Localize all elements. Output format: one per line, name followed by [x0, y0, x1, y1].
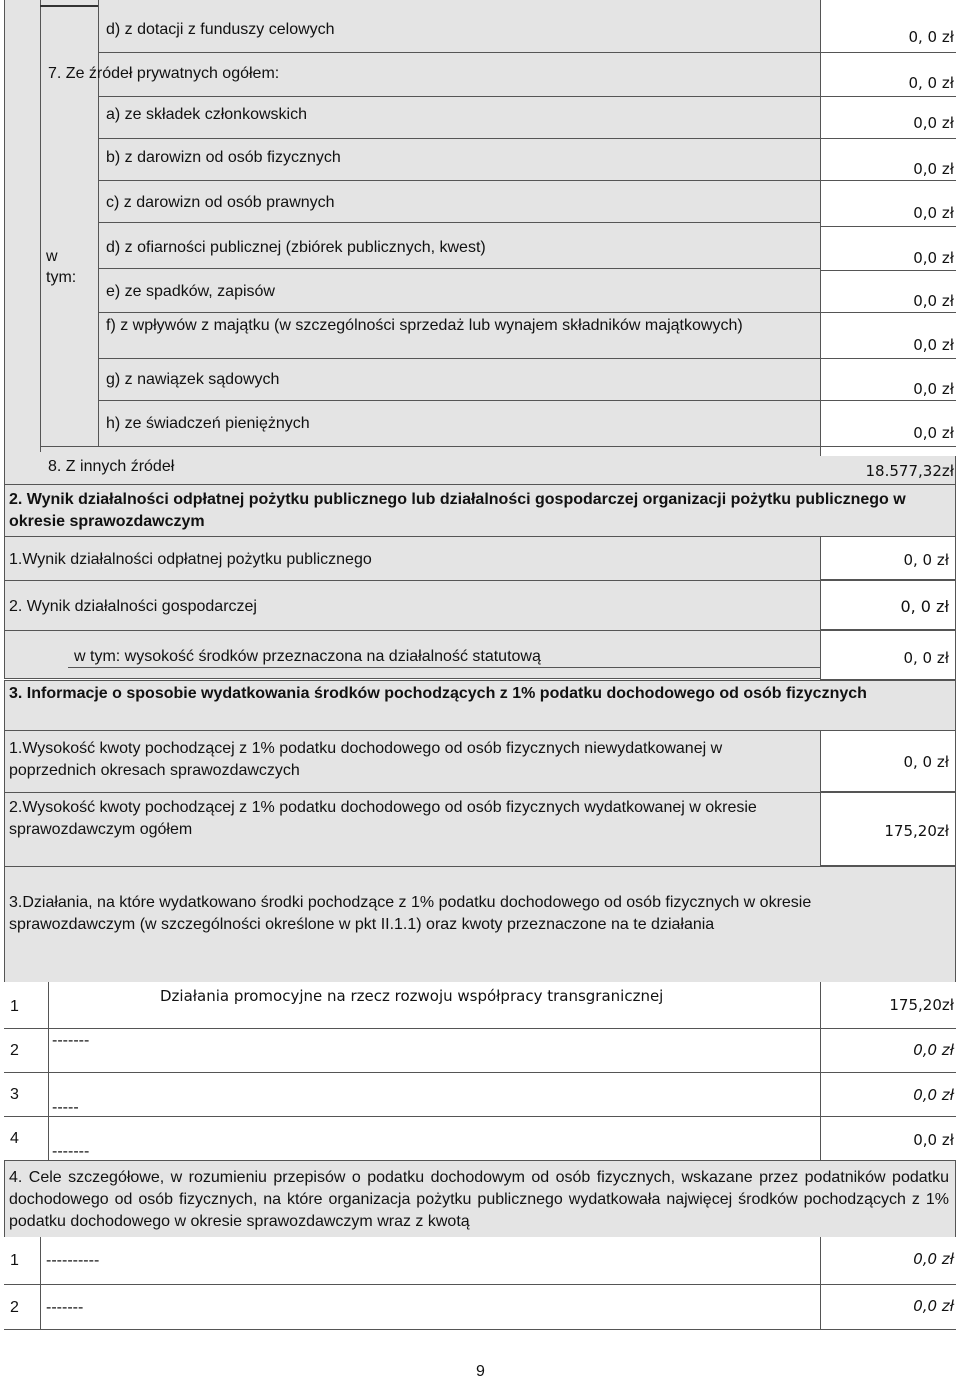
row-sep — [98, 222, 820, 223]
amount-sep — [820, 358, 956, 359]
income-amount: 0,0 zł — [913, 336, 954, 354]
row-sep — [4, 536, 956, 537]
row-sep — [4, 630, 956, 631]
income-label: 8. Z innych źródeł — [48, 458, 175, 475]
income-label: h) ze świadczeń pieniężnych — [106, 415, 310, 432]
amount-sep — [820, 96, 956, 97]
result-header: 2. Wynik działalności odpłatnej pożytku publicznego lub działalności gospodarczej organizacji pożytku publicznego w okresie sprawozdawczym — [9, 491, 906, 530]
page-number: 9 — [476, 1363, 485, 1380]
col-divider — [48, 982, 49, 1160]
row-sep — [4, 580, 956, 581]
amount-sep — [820, 180, 956, 181]
amount-sep — [820, 270, 956, 271]
one-percent-header: 3. Informacje o sposobie wydatkowania środków pochodzących z 1% podatku dochodowego od osób fizycznych — [9, 685, 867, 702]
row-sep — [98, 400, 820, 401]
amount-sep — [820, 52, 956, 53]
income-amount: 0,0 zł — [913, 249, 954, 267]
top-mark — [40, 5, 98, 7]
amount-sep — [820, 446, 956, 447]
row-sep — [4, 1072, 956, 1073]
row-sep — [98, 180, 820, 181]
one-percent-value-box — [820, 792, 956, 866]
income-amount: 0,0 zł — [913, 380, 954, 398]
action-text: ----- — [52, 1099, 79, 1116]
row-sep — [68, 667, 820, 668]
result-amount: 0, 0 zł — [900, 597, 949, 616]
action-amount: 175,20zł — [889, 996, 954, 1014]
result-row-label: 1.Wynik działalności odpłatnej pożytku publicznego — [9, 551, 372, 568]
income-label: 7. Ze źródeł prywatnych ogółem: — [48, 65, 280, 82]
action-text: Działania promocyjne na rzecz rozwoju współpracy transgranicznej — [160, 987, 664, 1005]
result-value-box — [820, 630, 956, 680]
actions-description: 3.Działania, na które wydatkowano środki pochodzące z 1% podatku dochodowego od osób fizycznych w okresie sprawozdawczym (w szczególności określone w pkt II.1.1) oraz kwoty przeznaczone na te działania — [9, 894, 812, 933]
row-sep — [98, 358, 820, 359]
income-label: e) ze spadków, zapisów — [106, 283, 275, 300]
one-percent-row-label: 2.Wysokość kwoty pochodzącej z 1% podatku dochodowego od osób fizycznych wydatkowanej w okresie sprawozdawczym ogółem — [9, 799, 757, 838]
result-amount: 0, 0 zł — [903, 551, 949, 569]
income-amount: 0,0 zł — [913, 424, 954, 442]
one-percent-amount: 175,20zł — [884, 822, 949, 840]
action-number: 3 — [10, 1086, 19, 1103]
income-amount: 0, 0 zł — [908, 28, 954, 46]
row-sep — [4, 1284, 956, 1285]
row-sep — [40, 446, 820, 447]
goals-description: 4. Cele szczegółowe, w rozumieniu przepisów o podatku dochodowym od osób fizycznych, wskazane przez podatników podatku dochodowego od osób fizycznych, na które organizacja pożytku publicznego wydatkowała najwięcej środków pochodzących z 1% podatku dochodowego w okresie sprawozdawczym wraz z kwotą — [9, 1169, 949, 1230]
row-sep — [4, 866, 956, 867]
row-sep — [4, 792, 956, 793]
action-amount: 0,0 zł — [913, 1086, 954, 1104]
income-amount: 0,0 zł — [913, 114, 954, 132]
result-row-label: w tym: wysokość środków przeznaczona na działalność statutową — [74, 648, 541, 665]
result-amount: 0, 0 zł — [903, 649, 949, 667]
income-label: d) z ofiarności publicznej (zbiórek publicznych, kwest) — [106, 239, 486, 256]
row-sep — [98, 268, 820, 269]
income-label: d) z dotacji z funduszy celowych — [106, 21, 335, 38]
wtym-label: w tym: — [46, 248, 77, 286]
row-sep — [98, 138, 820, 139]
row-sep — [98, 52, 820, 53]
goal-amount: 0,0 zł — [913, 1250, 954, 1268]
row-sep — [98, 312, 820, 313]
action-number: 2 — [10, 1042, 19, 1059]
income-amount: 0,0 zł — [913, 204, 954, 222]
result-row-label: 2. Wynik działalności gospodarczej — [9, 598, 257, 615]
row-sep — [4, 1116, 956, 1117]
indent-divider — [40, 0, 41, 452]
result-value-box — [820, 580, 956, 630]
action-text: ------- — [52, 1032, 90, 1049]
goal-amount: 0,0 zł — [913, 1297, 954, 1315]
income-label: b) z darowizn od osób fizycznych — [106, 149, 341, 166]
amount-sep — [820, 400, 956, 401]
amount-sep — [820, 312, 956, 313]
action-amount: 0,0 zł — [913, 1041, 954, 1059]
income-label: a) ze składek członkowskich — [106, 106, 307, 123]
income-label: g) z nawiązek sądowych — [106, 371, 280, 388]
amount-sep — [820, 138, 956, 139]
action-number: 4 — [10, 1130, 19, 1147]
one-percent-row-label: 1.Wysokość kwoty pochodzącej z 1% podatku dochodowego od osób fizycznych niewydatkowanej w poprzednich okresach sprawozdawczych — [9, 740, 723, 779]
income-amount: 0,0 zł — [913, 160, 954, 178]
income-label: f) z wpływów z majątku (w szczególności sprzedaż lub wynajem składników majątkowych) — [106, 317, 743, 334]
one-percent-amount: 0, 0 zł — [903, 753, 949, 771]
one-percent-value-box — [820, 730, 956, 792]
col-divider — [820, 982, 821, 1160]
income-label: c) z darowizn od osób prawnych — [106, 194, 335, 211]
action-number: 1 — [10, 998, 19, 1015]
amount-sep — [820, 226, 956, 227]
row-sep — [4, 1160, 956, 1161]
goal-number: 1 — [10, 1252, 19, 1269]
row-sep — [98, 96, 820, 97]
actions-table — [4, 982, 956, 1160]
row-sep — [4, 1028, 956, 1029]
action-text: ------- — [52, 1143, 90, 1160]
income-amount: 0, 0 zł — [908, 74, 954, 92]
goal-text: ------- — [46, 1299, 84, 1316]
goal-number: 2 — [10, 1299, 19, 1316]
row-sep — [4, 730, 956, 731]
action-amount: 0,0 zł — [913, 1131, 954, 1149]
income-amount: 18.577,32zł — [865, 462, 954, 480]
income-amount: 0,0 zł — [913, 292, 954, 310]
result-value-box — [820, 536, 956, 580]
goal-text: ---------- — [46, 1252, 100, 1269]
